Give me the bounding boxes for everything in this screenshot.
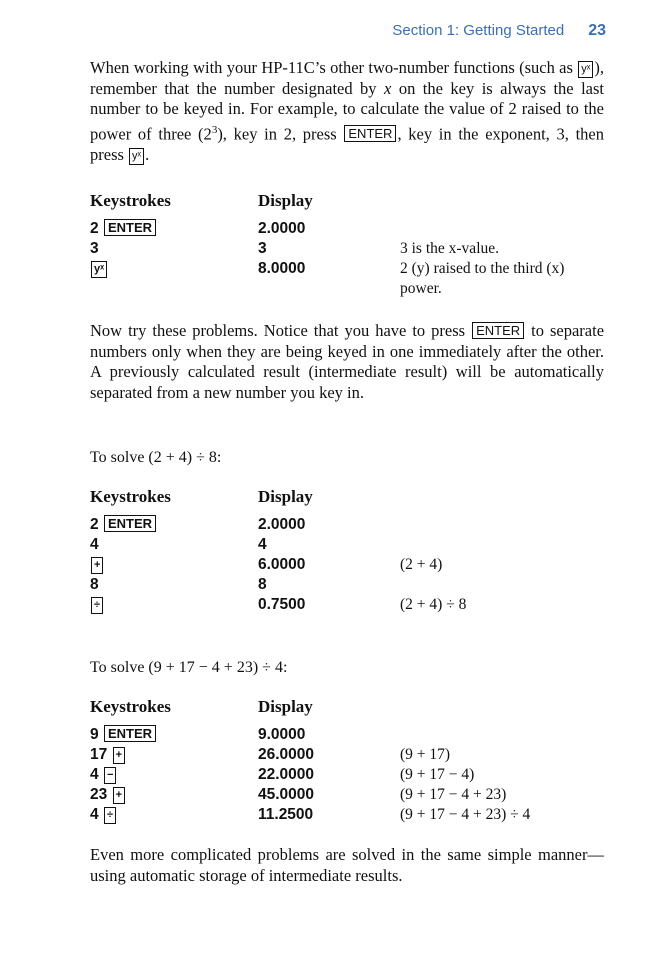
table-row — [90, 765, 604, 785]
display-value: 4 — [258, 536, 267, 553]
yx-key: yˣ — [91, 261, 107, 278]
table-row — [90, 239, 604, 259]
keystroke-value: 2 — [90, 516, 99, 533]
display-value: 2.0000 — [258, 220, 306, 237]
table-row — [90, 785, 604, 805]
keystroke-table-1 — [90, 191, 604, 299]
display-value: 11.2500 — [258, 806, 314, 823]
keystrokes-header: Keystrokes — [90, 191, 171, 210]
row-note: (9 + 17) — [400, 746, 451, 763]
display-value: 3 — [258, 240, 267, 257]
para2-text-b: to separate numbers only when they are being keyed in one immediately after the other. A previously calculated result (intermediate result) will be automatically separated from a new number you key in. — [90, 321, 605, 402]
intro-x-var: x — [384, 78, 392, 98]
row-note: (2 + 4) — [400, 556, 443, 573]
display-value: 8 — [258, 576, 267, 593]
row-note: 2 (y) raised to the third (x) power. — [400, 260, 565, 297]
table-row — [90, 535, 604, 555]
intro-text-4: on the key is always the last number to be keyed in. For example, to calculate the value of 2 raised to the power of three (2 — [90, 78, 604, 143]
page-content — [90, 58, 604, 886]
row-note — [400, 515, 604, 535]
row-note: (2 + 4) ÷ 8 — [400, 596, 467, 613]
row-note — [400, 535, 604, 555]
keystroke-value: 4 — [90, 536, 99, 553]
display-value: 26.0000 — [258, 746, 315, 763]
keystroke-value: 17 — [90, 746, 108, 763]
keystroke-value: 4 — [90, 766, 99, 783]
second-paragraph — [90, 321, 604, 403]
table-row — [90, 575, 604, 595]
row-note — [400, 725, 604, 745]
keystroke-value: 8 — [90, 576, 99, 593]
table-row — [90, 219, 604, 239]
table-row — [90, 515, 604, 535]
minus-key: − — [104, 767, 116, 784]
yx-key: yˣ — [578, 61, 593, 78]
intro-text-1: When working with your HP-11C’s other two-number functions (such as — [90, 58, 573, 77]
keystroke-value: 4 — [90, 806, 99, 823]
page-header — [392, 22, 606, 40]
table-row — [90, 595, 604, 615]
intro-text-6: ), key in 2, press — [217, 124, 337, 143]
keystrokes-header: Keystrokes — [90, 487, 171, 506]
row-note: 3 is the x-value. — [400, 240, 500, 257]
yx-key: yˣ — [129, 148, 144, 165]
intro-text-2: ), remember that the number designated by — [90, 58, 604, 98]
page-number: 23 — [588, 22, 606, 39]
table-row — [90, 805, 604, 825]
problem-1-label: To solve (2 + 4) ÷ 8: — [90, 449, 222, 466]
keystrokes-header: Keystrokes — [90, 697, 171, 716]
intro-text-8: . — [145, 144, 150, 164]
table-row — [90, 725, 604, 745]
enter-key: ENTER — [104, 515, 156, 532]
display-value: 9.0000 — [258, 726, 306, 743]
display-header: Display — [258, 697, 313, 716]
display-value: 22.0000 — [258, 766, 315, 783]
section-title: Section 1: Getting Started — [392, 22, 565, 39]
plus-key: + — [113, 787, 125, 804]
keystroke-table-2 — [90, 487, 604, 615]
enter-key: ENTER — [104, 219, 156, 236]
plus-key: + — [91, 557, 103, 574]
para2-text-a: Now try these problems. Notice that you have to press — [90, 321, 466, 340]
closing-paragraph: Even more complicated problems are solved in the same simple manner—using automatic storage of intermediate results. — [90, 845, 604, 885]
keystroke-table-3 — [90, 697, 604, 825]
display-header: Display — [258, 191, 313, 210]
display-value: 2.0000 — [258, 516, 306, 533]
divide-key: ÷ — [91, 597, 103, 614]
display-value: 0.7500 — [258, 596, 306, 613]
table-row — [90, 555, 604, 575]
display-value: 45.0000 — [258, 786, 315, 803]
table-row — [90, 745, 604, 765]
row-note: (9 + 17 − 4 + 23) — [400, 786, 507, 803]
row-note — [400, 219, 604, 239]
row-note: (9 + 17 − 4) — [400, 766, 475, 783]
keystroke-value: 9 — [90, 726, 99, 743]
keystroke-value: 23 — [90, 786, 108, 803]
keystroke-value: 2 — [90, 220, 99, 237]
intro-exponent: 3 — [211, 123, 218, 136]
enter-key: ENTER — [104, 725, 156, 742]
row-note: (9 + 17 − 4 + 23) ÷ 4 — [400, 806, 531, 823]
enter-key: ENTER — [472, 322, 524, 339]
enter-key: ENTER — [344, 125, 396, 142]
display-value: 8.0000 — [258, 260, 306, 277]
divide-key: ÷ — [104, 807, 116, 824]
display-header: Display — [258, 487, 313, 506]
intro-text-7: , key in the exponent, 3, then press — [90, 124, 604, 164]
display-value: 6.0000 — [258, 556, 306, 573]
row-note — [400, 575, 604, 595]
keystroke-value: 3 — [90, 240, 99, 257]
table-row — [90, 259, 604, 299]
problem-2-label: To solve (9 + 17 − 4 + 23) ÷ 4: — [90, 659, 288, 676]
plus-key: + — [113, 747, 125, 764]
intro-paragraph — [90, 58, 604, 165]
